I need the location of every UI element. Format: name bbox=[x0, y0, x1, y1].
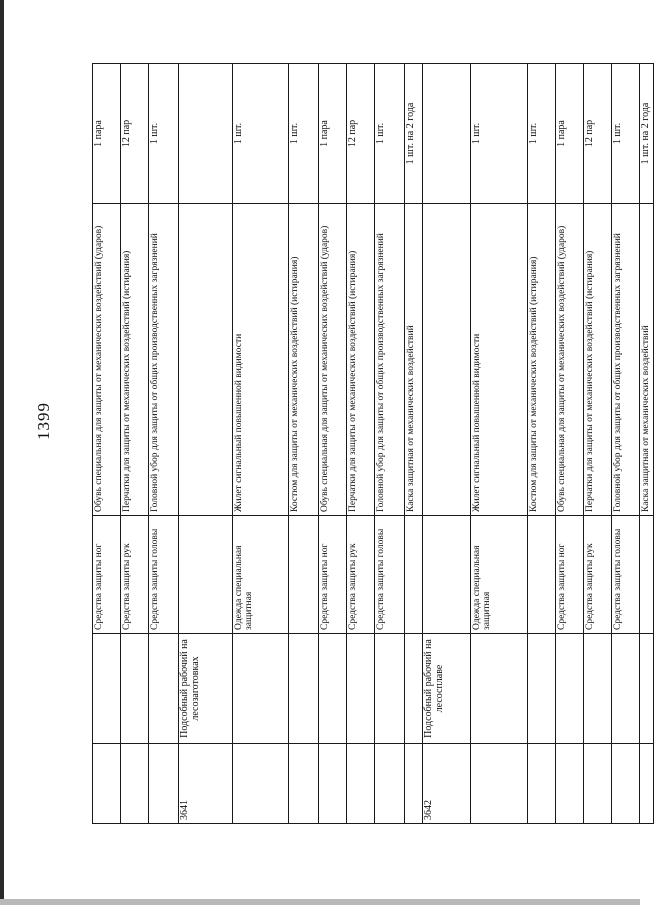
category-cell: Средства защиты рук bbox=[347, 516, 375, 634]
category-cell: Средства защиты ног bbox=[319, 516, 347, 634]
table-row bbox=[375, 64, 405, 824]
table-row bbox=[289, 64, 319, 824]
item-cell bbox=[423, 204, 471, 516]
code-cell bbox=[528, 744, 556, 824]
item-cell: Обувь специальная для защиты от механических воздействий (ударов) bbox=[93, 204, 121, 516]
norm-cell: 1 шт. на 2 года bbox=[405, 64, 423, 204]
item-cell: Костюм для защиты от механических воздействий (истирания) bbox=[289, 204, 319, 516]
norm-cell: 1 шт. на 2 года bbox=[640, 64, 654, 204]
table-row bbox=[556, 64, 584, 824]
item-cell: Головной убор для защиты от общих производственных загрязнений bbox=[612, 204, 640, 516]
category-cell bbox=[528, 516, 556, 634]
code-cell: 3642 bbox=[423, 744, 471, 824]
category-cell: Одежда специальная защитная bbox=[471, 516, 528, 634]
norm-cell: 12 пар bbox=[584, 64, 612, 204]
code-cell bbox=[149, 744, 179, 824]
profession-cell bbox=[319, 634, 347, 744]
category-cell: Средства защиты рук bbox=[584, 516, 612, 634]
item-cell: Каска защитная от механических воздействий bbox=[405, 204, 423, 516]
profession-cell: Подсобный рабочий на лесосплаве bbox=[423, 634, 471, 744]
profession-cell bbox=[121, 634, 149, 744]
category-cell bbox=[405, 516, 423, 634]
item-cell: Перчатки для защиты от механических воздействий (истирания) bbox=[584, 204, 612, 516]
item-cell: Жилет сигнальный повышенной видимости bbox=[471, 204, 528, 516]
category-cell: Средства защиты головы bbox=[375, 516, 405, 634]
category-cell bbox=[640, 516, 654, 634]
table-row bbox=[471, 64, 528, 824]
code-cell bbox=[556, 744, 584, 824]
profession-cell bbox=[584, 634, 612, 744]
code-cell bbox=[640, 744, 654, 824]
category-cell bbox=[179, 516, 233, 634]
category-cell: Средства защиты рук bbox=[121, 516, 149, 634]
rotated-table-frame bbox=[92, 64, 651, 824]
item-cell: Каска защитная от механических воздействий bbox=[640, 204, 654, 516]
table-row bbox=[179, 64, 233, 824]
norm-cell: 12 пар bbox=[121, 64, 149, 204]
code-cell bbox=[584, 744, 612, 824]
category-cell bbox=[289, 516, 319, 634]
item-cell: Жилет сигнальный повышенной видимости bbox=[233, 204, 289, 516]
item-cell: Перчатки для защиты от механических воздействий (истирания) bbox=[121, 204, 149, 516]
norm-cell: 1 шт. bbox=[233, 64, 289, 204]
code-cell bbox=[233, 744, 289, 824]
table-row bbox=[423, 64, 471, 824]
norm-cell bbox=[179, 64, 233, 204]
code-cell bbox=[121, 744, 149, 824]
item-cell: Обувь специальная для защиты от механических воздействий (ударов) bbox=[319, 204, 347, 516]
table-row bbox=[612, 64, 640, 824]
norm-cell: 1 шт. bbox=[149, 64, 179, 204]
category-cell: Средства защиты головы bbox=[149, 516, 179, 634]
profession-cell bbox=[289, 634, 319, 744]
table-row bbox=[584, 64, 612, 824]
profession-cell bbox=[528, 634, 556, 744]
category-cell: Средства защиты головы bbox=[612, 516, 640, 634]
table-row bbox=[347, 64, 375, 824]
norm-cell: 12 пар bbox=[347, 64, 375, 204]
profession-cell bbox=[347, 634, 375, 744]
table-row bbox=[528, 64, 556, 824]
category-cell bbox=[423, 516, 471, 634]
profession-cell bbox=[471, 634, 528, 744]
profession-cell bbox=[375, 634, 405, 744]
profession-cell: Подсобный рабочий на лесозаготовках bbox=[179, 634, 233, 744]
category-cell: Одежда специальная защитная bbox=[233, 516, 289, 634]
table-row bbox=[405, 64, 423, 824]
item-cell: Обувь специальная для защиты от механических воздействий (ударов) bbox=[556, 204, 584, 516]
code-cell bbox=[319, 744, 347, 824]
profession-cell bbox=[233, 634, 289, 744]
table-body bbox=[93, 64, 654, 824]
code-cell: 3641 bbox=[179, 744, 233, 824]
table-row bbox=[640, 64, 654, 824]
category-cell: Средства защиты ног bbox=[556, 516, 584, 634]
profession-cell bbox=[93, 634, 121, 744]
category-cell: Средства защиты ног bbox=[93, 516, 121, 634]
item-cell: Костюм для защиты от механических воздействий (истирания) bbox=[528, 204, 556, 516]
norm-cell: 1 шт. bbox=[528, 64, 556, 204]
code-cell bbox=[289, 744, 319, 824]
norm-cell bbox=[423, 64, 471, 204]
table-row bbox=[149, 64, 179, 824]
table-row bbox=[121, 64, 149, 824]
norm-cell: 1 пара bbox=[319, 64, 347, 204]
code-cell bbox=[405, 744, 423, 824]
profession-cell bbox=[612, 634, 640, 744]
norm-cell: 1 шт. bbox=[612, 64, 640, 204]
profession-cell bbox=[405, 634, 423, 744]
page-edge-bottom bbox=[0, 899, 640, 905]
profession-cell bbox=[556, 634, 584, 744]
code-cell bbox=[347, 744, 375, 824]
item-cell bbox=[179, 204, 233, 516]
norm-cell: 1 шт. bbox=[471, 64, 528, 204]
profession-cell bbox=[149, 634, 179, 744]
item-cell: Головной убор для защиты от общих производственных загрязнений bbox=[149, 204, 179, 516]
code-cell bbox=[471, 744, 528, 824]
profession-cell bbox=[640, 634, 654, 744]
table-row bbox=[319, 64, 347, 824]
ppe-norms-table bbox=[92, 63, 654, 824]
page-number: 1399 bbox=[34, 402, 53, 440]
ppe-table-container bbox=[92, 64, 651, 824]
norm-cell: 1 пара bbox=[93, 64, 121, 204]
code-cell bbox=[612, 744, 640, 824]
page-edge bbox=[0, 0, 4, 905]
table-row bbox=[93, 64, 121, 824]
table-row bbox=[233, 64, 289, 824]
item-cell: Перчатки для защиты от механических воздействий (истирания) bbox=[347, 204, 375, 516]
norm-cell: 1 шт. bbox=[289, 64, 319, 204]
norm-cell: 1 шт. bbox=[375, 64, 405, 204]
code-cell bbox=[375, 744, 405, 824]
norm-cell: 1 пара bbox=[556, 64, 584, 204]
item-cell: Головной убор для защиты от общих производственных загрязнений bbox=[375, 204, 405, 516]
code-cell bbox=[93, 744, 121, 824]
